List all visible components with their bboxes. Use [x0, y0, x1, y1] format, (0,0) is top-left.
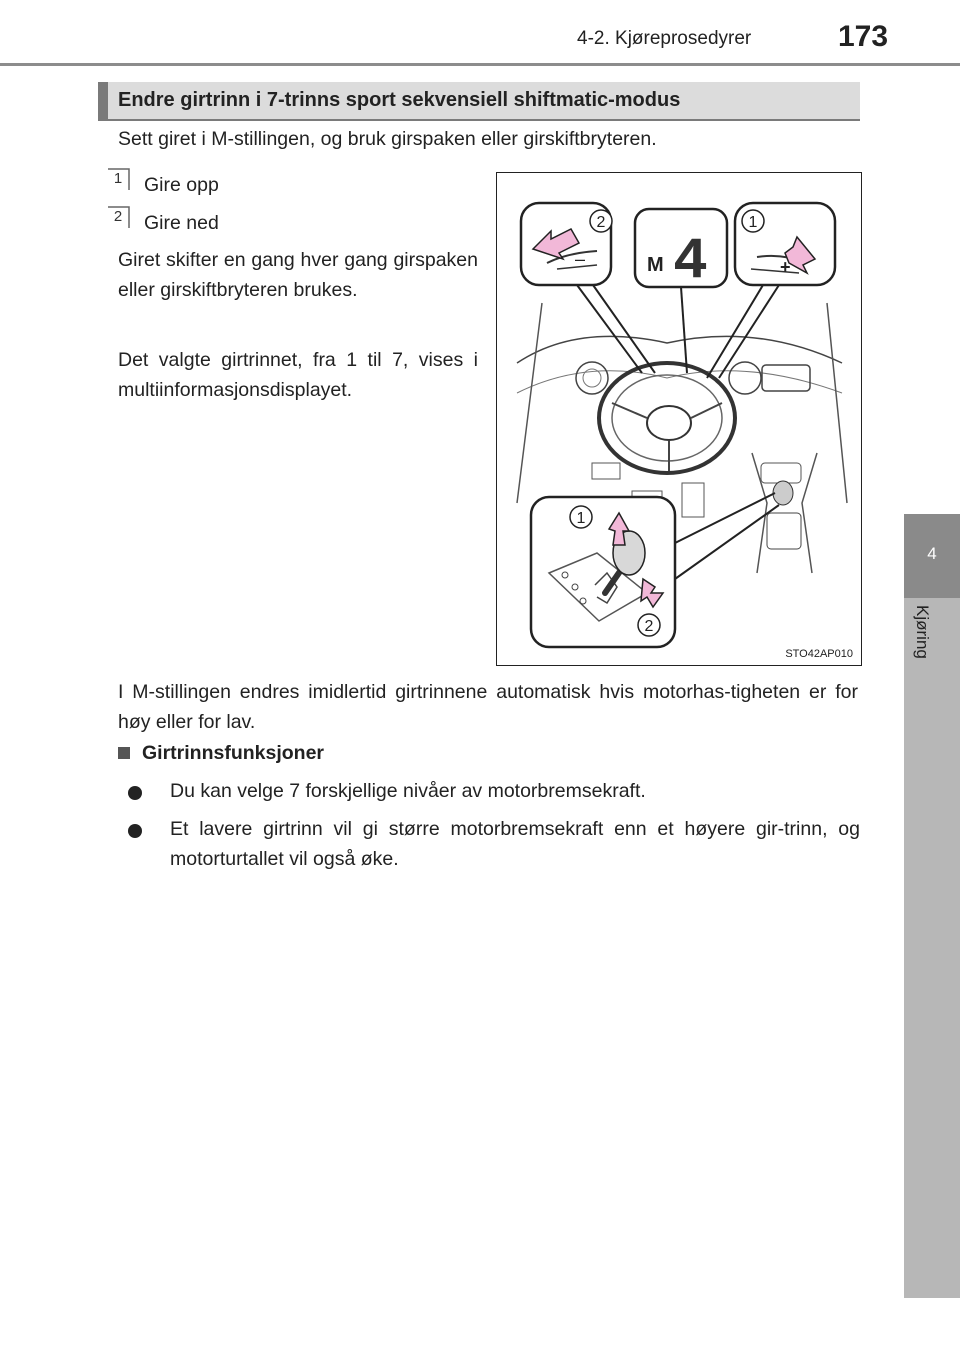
paddle-plus-label: + [780, 257, 791, 277]
intro-paragraph: Sett giret i M-stillingen, og bruk girspaken eller girskiftbryteren. [118, 128, 657, 150]
section-heading-bar [98, 82, 860, 119]
step-label-down: Gire ned [144, 212, 219, 234]
section-heading-accent [98, 82, 108, 119]
bullet-text-2: Et lavere girtrinn vil gi større motorbremsekraft enn et høyere gir-trinn, og motorturtallet vil også øke. [170, 818, 860, 870]
step-badge-1 [107, 168, 131, 192]
paddle-minus-label: – [575, 249, 586, 269]
auto-shift-paragraph: I M-stillingen endres imidlertid girtrinnene automatisk hvis motorhas-tigheten er for høy eller for lav. [118, 681, 858, 733]
step-label-up: Gire opp [144, 174, 219, 196]
bullet-dot-2 [128, 824, 142, 838]
display-gear-indicator: 4 [673, 230, 708, 295]
header-divider [0, 63, 960, 66]
subsection-heading: Girtrinnsfunksjoner [142, 742, 325, 764]
step-number-1: 1 [113, 170, 123, 187]
section-heading-rule [98, 119, 860, 121]
chapter-label: Kjøring [913, 605, 932, 659]
callout-number-down-bottom: 2 [644, 618, 654, 635]
callout-number-up-top: 1 [748, 214, 758, 231]
display-paragraph: Det valgte girtrinnet, fra 1 til 7, vises i multiinformasjonsdisplayet. [118, 349, 478, 401]
illustration-drawing [497, 173, 861, 665]
section-heading: Endre girtrinn i 7-trinns sport sekvensiell shiftmatic-modus [118, 89, 681, 111]
chapter-number: 4 [927, 544, 937, 563]
callout-number-up-bottom: 1 [576, 510, 586, 527]
page-number: 173 [838, 20, 889, 53]
shift-paragraph: Giret skifter en gang hver gang girspaken eller girskiftbryteren brukes. [118, 249, 478, 301]
bullet-text-1: Du kan velge 7 forskjellige nivåer av motorbremsekraft. [170, 780, 646, 802]
bullet-dot-1 [128, 786, 142, 800]
subsection-marker [118, 747, 130, 759]
step-badge-2 [107, 206, 131, 230]
chapter-label-wrap [900, 605, 960, 695]
chapter-tab [904, 514, 960, 598]
figure-code: STO42AP010 [785, 648, 853, 660]
shift-illustration [496, 172, 862, 666]
header-section-title: 4-2. Kjøreprosedyrer [577, 28, 752, 49]
chapter-label-strip [904, 598, 960, 1298]
callout-number-down-top: 2 [596, 214, 606, 231]
step-number-2: 2 [113, 208, 123, 225]
display-mode-indicator: M [647, 254, 664, 276]
